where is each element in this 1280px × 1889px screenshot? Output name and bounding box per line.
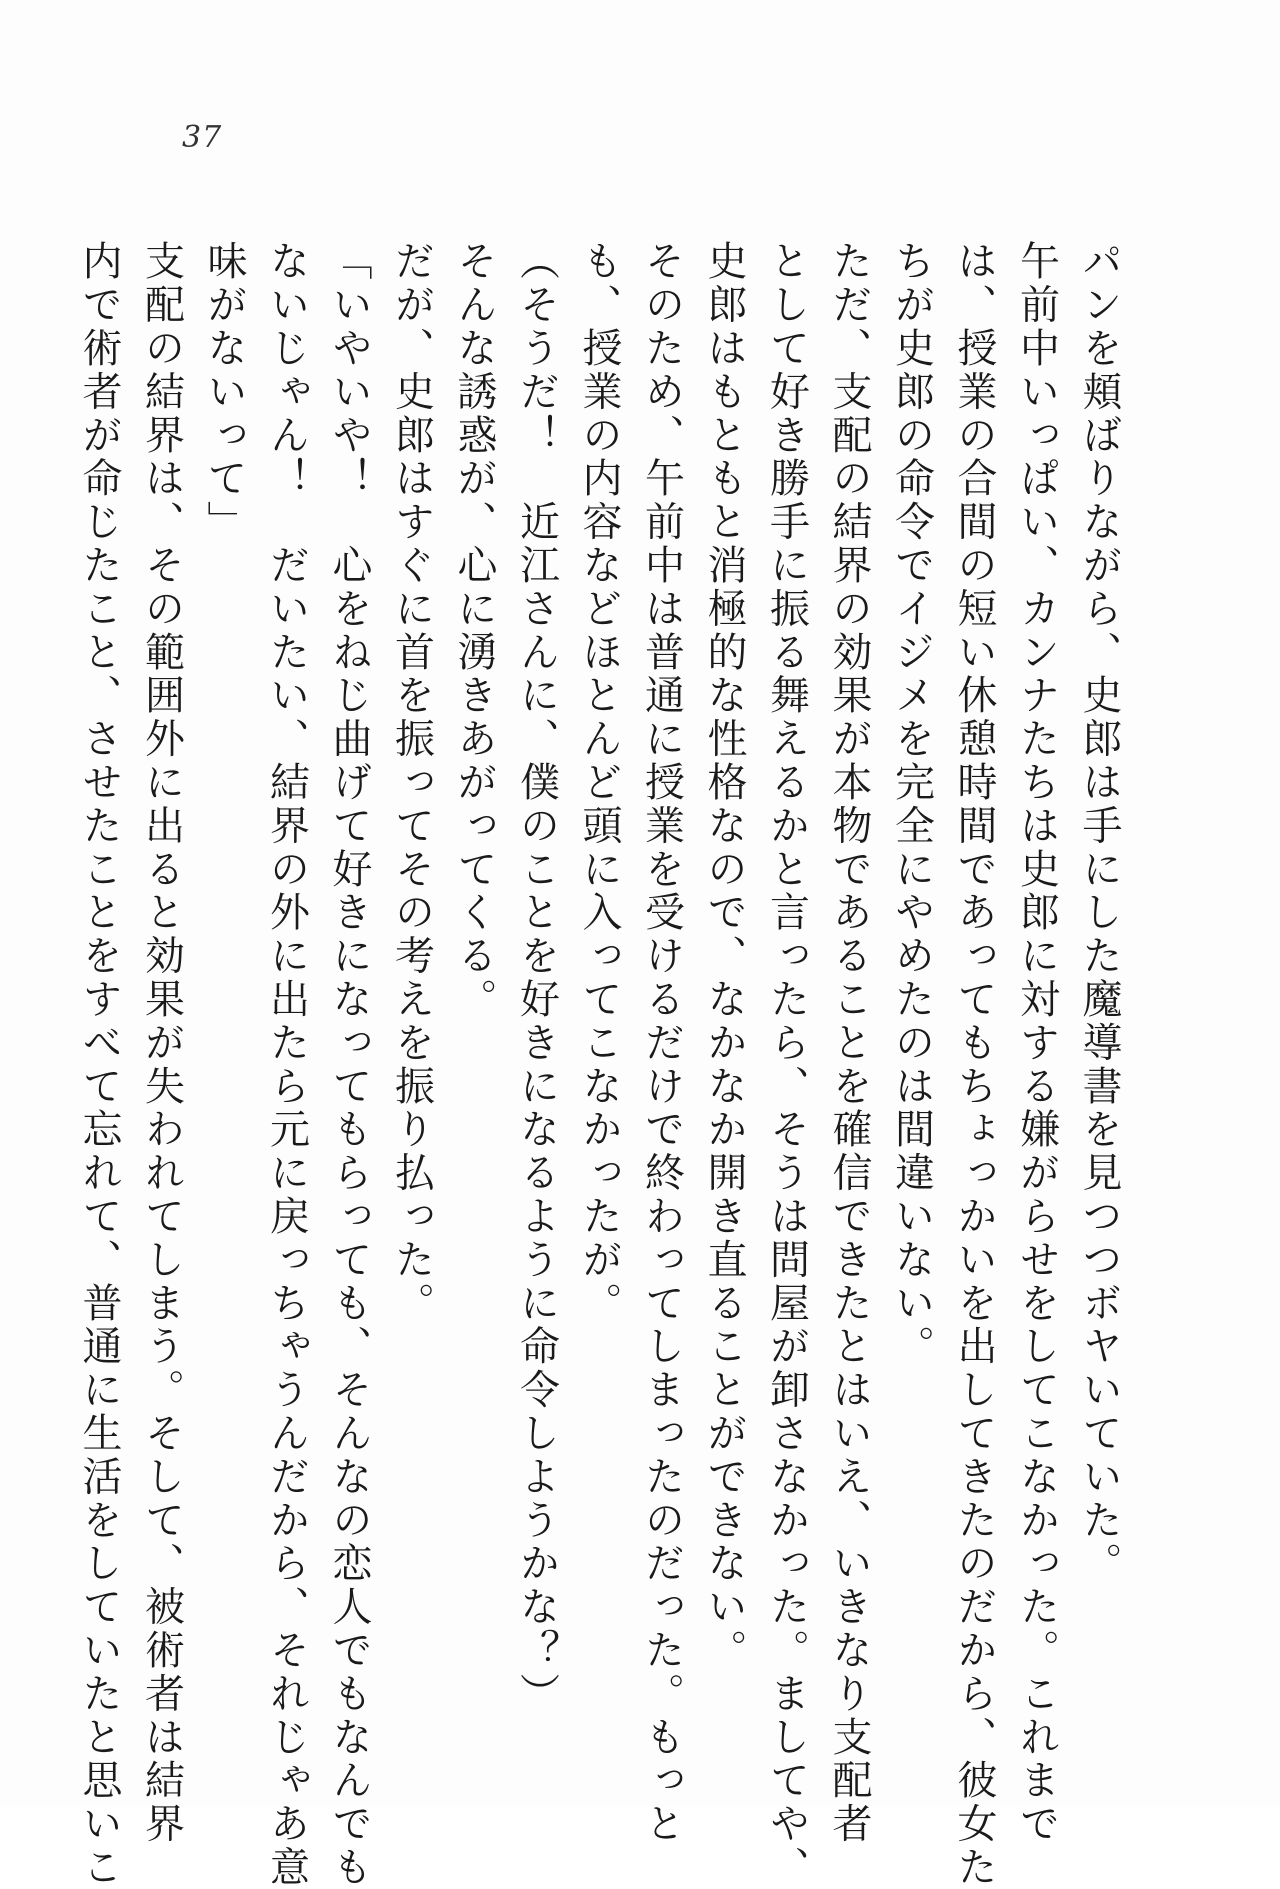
text-line: だが、史郎はすぐに首を振ってその考えを振り払った。 <box>388 240 435 1325</box>
text-line: ちが史郎の命令でイジメを完全にやめたのは間違いない。 <box>888 240 935 1369</box>
vertical-text-block <box>76 240 1130 1889</box>
text-line: 味がないって」 <box>201 240 247 544</box>
text-line: そのため、午前中は普通に授業を受けるだけで終わってしまったのだった。もっと <box>638 240 685 1846</box>
text-line: 午前中いっぱい、カンナたちは史郎に対する嫌がらせをしてこなかった。これまで <box>1013 240 1060 1846</box>
text-line: ないじゃん！ だいたい、結界の外に出たら元に戻っちゃうんだから、それじゃあ意 <box>263 240 310 1889</box>
text-line: は、授業の合間の短い休憩時間であってもちょっかいを出してきたのだから、彼女た <box>951 240 997 1889</box>
text-line: 史郎はもともと消極的な性格なので、なかなか開き直ることができない。 <box>701 240 747 1673</box>
text-line: 支配の結界は、その範囲外に出ると効果が失われてしまう。そして、被術者は結界 <box>138 240 185 1846</box>
text-line: そんな誘惑が、心に湧きあがってくる。 <box>451 240 497 1022</box>
text-line: （そうだ！ 近江さんに、僕のことを好きになるように命令しようかな？） <box>513 240 560 1716</box>
text-line: も、授業の内容などほとんど頭に入ってこなかったが。 <box>576 240 622 1325</box>
text-line: 内で術者が命じたこと、させたことをすべて忘れて、普通に生活をしていたと思いこ <box>76 240 122 1889</box>
text-line: ただ、支配の結界の効果が本物であることを確信できたとはいえ、いきなり支配者 <box>826 240 872 1846</box>
text-line: 「いやいや！ 心をねじ曲げて好きになってもらっても、そんなの恋人でもなんでも <box>326 240 372 1889</box>
text-line: パンを頬ばりながら、史郎は手にした魔導書を見つつボヤいていた。 <box>1076 240 1122 1586</box>
text-line: として好き勝手に振る舞えるかと言ったら、そうは問屋が卸さなかった。ましてや、 <box>763 240 810 1889</box>
page-number: 37 <box>182 120 223 155</box>
